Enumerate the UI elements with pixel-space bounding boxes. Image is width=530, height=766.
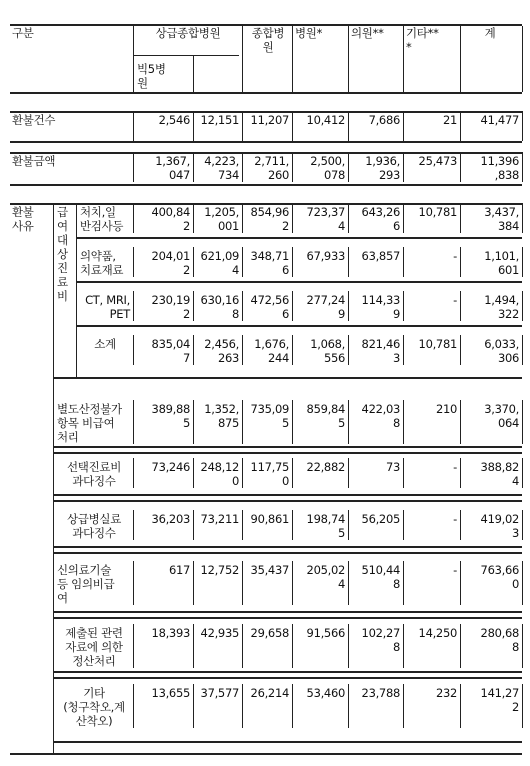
reason-row-value: 5 <box>281 416 289 430</box>
amount-value: 4,223, <box>204 154 239 168</box>
reason-row-value: 248,12 <box>200 460 239 474</box>
reason-row-value: 0 <box>281 474 289 488</box>
column-divider <box>403 684 404 728</box>
reasons-label: 사유 <box>12 219 34 233</box>
reason-row-value: 232 <box>435 686 457 700</box>
reason-row-value: 117,75 <box>250 460 289 474</box>
reason-row-value: 37,577 <box>200 686 239 700</box>
reason-row-label: 자료에 의한 <box>65 640 123 654</box>
benefit-label: 대 <box>57 233 68 247</box>
reason-row-value: 735,09 <box>250 402 289 416</box>
reason-row-label: 처리 <box>57 430 79 444</box>
benefit-sub-row-value: 1,068, <box>310 337 345 351</box>
benefit-sub-row-value: 277,24 <box>306 293 345 307</box>
amount-value: 047 <box>168 168 190 182</box>
benefit-sub-row-value: 854,96 <box>250 205 289 219</box>
header-divider <box>460 26 461 92</box>
reason-row-value: 419,02 <box>480 512 519 526</box>
count-value: 12,151 <box>200 113 239 127</box>
column-divider <box>193 458 194 488</box>
benefit-sub-row-value: 621,09 <box>200 249 239 263</box>
column-divider <box>133 247 134 277</box>
column-divider <box>242 684 243 728</box>
reason-row-border <box>53 677 522 679</box>
benefit-sub-row-value: 001 <box>217 219 239 233</box>
column-divider <box>133 111 134 141</box>
header-bottom-border <box>10 92 522 94</box>
column-divider <box>193 510 194 540</box>
column-divider <box>522 111 523 141</box>
reason-row-value: 8 <box>392 577 400 591</box>
count-value: 10,412 <box>306 113 345 127</box>
benefit-sub-row-label: 처치,일 <box>80 205 116 219</box>
column-divider <box>292 510 293 540</box>
column-divider <box>522 561 523 605</box>
benefit-sub-row-value: 306 <box>497 351 519 365</box>
reason-row-border <box>53 546 522 548</box>
header-divider <box>133 26 134 92</box>
column-divider <box>242 111 243 141</box>
column-divider <box>348 152 349 182</box>
column-divider <box>403 247 404 277</box>
reason-row-border <box>53 617 522 619</box>
amount-value: 260 <box>267 168 289 182</box>
header-tertiary: 상급종합병원 <box>155 26 221 40</box>
header-divider <box>348 26 349 92</box>
column-divider <box>193 684 194 728</box>
benefit-sub-row-label: 반검사등 <box>80 219 124 233</box>
column-divider <box>242 561 243 605</box>
column-divider <box>403 291 404 321</box>
benefit-sub-row-value: 2,456, <box>204 337 239 351</box>
benefit-sub-row-value: 10,781 <box>418 205 457 219</box>
benefit-bottom-border <box>53 377 522 379</box>
column-divider <box>522 510 523 540</box>
column-divider <box>522 203 523 233</box>
reason-row-label: 기타 <box>83 686 105 700</box>
column-divider <box>242 510 243 540</box>
column-divider <box>292 561 293 605</box>
benefit-sub-row-value: 348,71 <box>250 249 289 263</box>
benefit-sub-row-value: 204,01 <box>151 249 190 263</box>
column-divider <box>242 335 243 365</box>
column-divider <box>242 400 243 444</box>
column-divider <box>460 203 461 233</box>
reason-row-value: 141,27 <box>480 686 519 700</box>
reason-row-value: 763,66 <box>480 563 519 577</box>
count-label: 환불건수 <box>12 113 56 127</box>
column-divider <box>348 111 349 141</box>
benefit-sub-row-value: 821,46 <box>361 337 400 351</box>
column-divider <box>292 335 293 365</box>
reason-row-label: 제출된 관련 <box>65 626 123 640</box>
column-divider <box>460 291 461 321</box>
column-divider <box>460 247 461 277</box>
reason-row-value: 36,203 <box>151 512 190 526</box>
benefit-divider <box>76 205 77 377</box>
benefit-sub-row-value: 643,26 <box>361 205 400 219</box>
benefit-sub-row-value: - <box>453 293 457 307</box>
benefit-sub-row-value: 67,933 <box>306 249 345 263</box>
column-divider <box>193 291 194 321</box>
benefit-sub-row-value: 384 <box>497 219 519 233</box>
benefit-sub-row-value: 63,857 <box>361 249 400 263</box>
amount-value: 2,500, <box>310 154 345 168</box>
amount-value: 078 <box>323 168 345 182</box>
column-divider <box>193 247 194 277</box>
header-hospital: 병원* <box>295 26 323 40</box>
column-divider <box>292 152 293 182</box>
benefit-label: 비 <box>57 289 68 303</box>
column-divider <box>133 684 134 728</box>
column-divider <box>460 684 461 728</box>
benefit-sub-row-value: 1,101, <box>484 249 519 263</box>
column-divider <box>193 111 194 141</box>
benefit-sub-row-value: 1,494, <box>484 293 519 307</box>
benefit-sub-row-label: 의약품, <box>80 249 116 263</box>
reason-row-value: 2 <box>511 700 519 714</box>
column-divider <box>460 510 461 540</box>
amount-value: ,838 <box>494 168 519 182</box>
amount-value: 293 <box>378 168 400 182</box>
column-divider <box>522 291 523 321</box>
benefit-sub-row-value: 400,84 <box>151 205 190 219</box>
reason-row-border <box>53 500 522 502</box>
benefit-label: 상 <box>57 247 68 261</box>
reason-row-value: 8 <box>511 640 519 654</box>
table-bottom-border <box>10 753 522 755</box>
column-divider <box>133 510 134 540</box>
header-divider <box>193 56 194 92</box>
header-other: 기타** <box>406 26 439 40</box>
count-value: 21 <box>442 113 457 127</box>
reason-row-value: 23,788 <box>361 686 400 700</box>
reason-row-value: 210 <box>435 402 457 416</box>
column-divider <box>348 684 349 728</box>
reason-row-value: 102,27 <box>361 626 400 640</box>
reason-row-value: 422,03 <box>361 402 400 416</box>
benefit-sub-row-value: 9 <box>392 307 400 321</box>
benefit-row-border <box>76 237 522 239</box>
column-divider <box>292 247 293 277</box>
column-divider <box>460 458 461 488</box>
benefit-sub-row-value: 2 <box>182 307 190 321</box>
benefit-sub-row-value: 6 <box>392 219 400 233</box>
column-divider <box>133 561 134 605</box>
benefit-sub-row-value: 2 <box>182 219 190 233</box>
benefit-row-border <box>76 281 522 283</box>
reason-row-label: 신의료기술 <box>57 563 112 577</box>
reasons-label: 환불 <box>12 205 34 219</box>
column-divider <box>292 111 293 141</box>
benefit-sub-row-value: 7 <box>182 351 190 365</box>
reason-row-value: 73,211 <box>200 512 239 526</box>
reason-row-value: 510,44 <box>361 563 400 577</box>
benefit-label: 여 <box>57 219 68 233</box>
column-divider <box>292 458 293 488</box>
benefit-sub-row-value: - <box>453 249 457 263</box>
reason-row-value: 859,84 <box>306 402 345 416</box>
reason-row-value: 12,752 <box>200 563 239 577</box>
column-divider <box>242 152 243 182</box>
reason-row-value: - <box>453 512 457 526</box>
benefit-sub-row-value: 9 <box>337 307 345 321</box>
benefit-sub-row-value: 8 <box>231 307 239 321</box>
header-big5: 원 <box>137 76 148 90</box>
column-divider <box>242 203 243 233</box>
reason-row-value: 73,246 <box>151 460 190 474</box>
benefit-sub-row-value: 114,33 <box>361 293 400 307</box>
reason-row-border <box>53 494 522 496</box>
header-divider <box>403 26 404 92</box>
reason-row-value: 280,68 <box>480 626 519 640</box>
column-divider <box>460 111 461 141</box>
count-value: 11,207 <box>250 113 289 127</box>
column-divider <box>133 400 134 444</box>
reason-row-value: 064 <box>497 416 519 430</box>
benefit-sub-row-value: 630,16 <box>200 293 239 307</box>
benefit-sub-row-value: 3,437, <box>484 205 519 219</box>
column-divider <box>193 561 194 605</box>
column-divider <box>460 561 461 605</box>
column-divider <box>348 458 349 488</box>
benefit-sub-row-value: 6,033, <box>484 337 519 351</box>
benefit-label: 료 <box>57 275 68 289</box>
column-divider <box>292 203 293 233</box>
column-divider <box>292 291 293 321</box>
reason-row-value: 42,935 <box>200 626 239 640</box>
column-divider <box>522 684 523 728</box>
header-divider <box>292 26 293 92</box>
amount-value: 2,711, <box>254 154 289 168</box>
reason-row-value: 26,214 <box>250 686 289 700</box>
benefit-sub-row-value: 263 <box>217 351 239 365</box>
reason-row-value: - <box>453 460 457 474</box>
count-value: 2,546 <box>158 113 190 127</box>
reason-row-value: 56,205 <box>361 512 400 526</box>
column-divider <box>242 458 243 488</box>
reason-row-value: 35,437 <box>250 563 289 577</box>
reason-row-label: 과다징수 <box>72 474 116 488</box>
column-divider <box>522 624 523 668</box>
amount-label: 환불금액 <box>12 154 56 168</box>
reason-row-value: 3 <box>511 526 519 540</box>
reason-row-value: 18,393 <box>151 626 190 640</box>
column-divider <box>460 335 461 365</box>
column-divider <box>522 400 523 444</box>
header-big5: 빅5병 <box>137 62 166 76</box>
reason-row-value: 198,74 <box>306 512 345 526</box>
column-divider <box>460 624 461 668</box>
column-divider <box>403 624 404 668</box>
benefit-sub-row-value: 2 <box>281 219 289 233</box>
column-divider <box>348 335 349 365</box>
reason-row-value: 0 <box>231 474 239 488</box>
reason-row-value: 0 <box>511 577 519 591</box>
reason-row-label: 상급병실료 <box>66 512 122 526</box>
reason-row-border <box>53 446 522 448</box>
amount-bottom-border <box>10 184 522 186</box>
header-total: 계 <box>484 26 496 40</box>
benefit-sub-row-value: 6 <box>281 263 289 277</box>
count-bottom-border <box>10 141 522 143</box>
benefit-sub-row-value: 2 <box>182 263 190 277</box>
column-divider <box>292 624 293 668</box>
column-divider <box>403 111 404 141</box>
column-divider <box>348 203 349 233</box>
column-divider <box>403 400 404 444</box>
benefit-sub-row-value: 4 <box>337 219 345 233</box>
reason-row-label: 여 <box>57 591 68 605</box>
column-divider <box>403 458 404 488</box>
benefit-label: 급 <box>57 205 68 219</box>
reason-row-value: 22,882 <box>306 460 345 474</box>
column-divider <box>348 561 349 605</box>
column-divider <box>348 510 349 540</box>
reason-row-label: 별도산정불가 <box>57 402 122 416</box>
amount-value: 25,473 <box>418 154 457 168</box>
benefit-sub-row-value: 10,781 <box>418 337 457 351</box>
reason-row-border <box>53 452 522 454</box>
column-divider <box>403 335 404 365</box>
count-value: 41,477 <box>480 113 519 127</box>
header-divider <box>242 26 243 92</box>
reason-row-value: 73 <box>385 460 400 474</box>
column-divider <box>133 152 134 182</box>
amount-value: 11,396 <box>480 154 519 168</box>
column-divider <box>133 203 134 233</box>
benefit-sub-row-value: 322 <box>497 307 519 321</box>
benefit-sub-row-value: 4 <box>231 263 239 277</box>
benefit-sub-row-value: 1,205, <box>204 205 239 219</box>
benefit-sub-row-value: 230,19 <box>151 293 190 307</box>
benefit-sub-row-value: 472,56 <box>250 293 289 307</box>
reason-row-value: 4 <box>511 474 519 488</box>
amount-value: 1,936, <box>365 154 400 168</box>
column-divider <box>242 291 243 321</box>
reason-row-value: 8 <box>392 640 400 654</box>
benefit-sub-row-value: 3 <box>392 351 400 365</box>
benefit-sub-row-label: 소계 <box>94 337 116 351</box>
column-divider <box>242 624 243 668</box>
column-divider <box>133 624 134 668</box>
reason-row-value: 90,861 <box>250 512 289 526</box>
column-divider <box>292 400 293 444</box>
reason-row-value: 3,370, <box>484 402 519 416</box>
column-divider <box>193 152 194 182</box>
reason-row-value: 5 <box>182 416 190 430</box>
benefit-sub-row-value: 723,37 <box>306 205 345 219</box>
column-divider <box>292 684 293 728</box>
column-divider <box>193 400 194 444</box>
reason-row-border <box>53 741 522 743</box>
benefit-sub-row-label: PET <box>109 307 130 321</box>
benefit-sub-row-value: 601 <box>497 263 519 277</box>
benefit-sub-row-value: 835,04 <box>151 337 190 351</box>
reason-row-value: 5 <box>337 526 345 540</box>
reason-row-label: (청구착오,계 <box>63 700 125 714</box>
reason-row-value: 389,88 <box>151 402 190 416</box>
column-divider <box>460 152 461 182</box>
benefit-sub-row-value: 556 <box>323 351 345 365</box>
reason-row-label: 정산처리 <box>72 654 116 668</box>
column-divider <box>522 152 523 182</box>
header-sub-border <box>134 55 239 56</box>
benefit-row-border <box>76 325 522 327</box>
header-divider <box>522 26 523 92</box>
header-other: * <box>406 40 412 54</box>
column-divider <box>193 335 194 365</box>
column-divider <box>348 247 349 277</box>
reason-row-value: 8 <box>392 416 400 430</box>
column-divider <box>403 510 404 540</box>
reason-row-value: 53,460 <box>306 686 345 700</box>
header-category: 구분 <box>12 26 34 40</box>
reason-row-border <box>53 552 522 554</box>
benefit-label: 진 <box>57 261 68 275</box>
reason-row-value: 5 <box>337 416 345 430</box>
count-value: 7,686 <box>368 113 400 127</box>
column-divider <box>348 624 349 668</box>
column-divider <box>403 561 404 605</box>
benefit-sub-row-label: 치료재료 <box>80 263 124 277</box>
header-general: 원 <box>262 40 274 54</box>
column-divider <box>348 291 349 321</box>
reason-row-border <box>53 671 522 673</box>
column-divider <box>133 335 134 365</box>
reason-row-value: 388,82 <box>480 460 519 474</box>
benefit-sub-row-value: 244 <box>267 351 289 365</box>
benefit-sub-row-value: 1,676, <box>254 337 289 351</box>
reason-row-value: - <box>453 563 457 577</box>
column-divider <box>403 203 404 233</box>
benefit-sub-row-value: 6 <box>281 307 289 321</box>
reason-row-value: 4 <box>337 577 345 591</box>
reason-row-label: 과다징수 <box>72 526 116 540</box>
reason-row-value: 875 <box>217 416 239 430</box>
header-general: 종합병 <box>251 26 285 40</box>
benefit-sub-row-label: CT, MRI, <box>85 293 130 307</box>
column-divider <box>348 400 349 444</box>
column-divider <box>522 247 523 277</box>
column-divider <box>403 152 404 182</box>
reason-row-value: 13,655 <box>151 686 190 700</box>
column-divider <box>133 458 134 488</box>
column-divider <box>193 203 194 233</box>
reason-row-value: 1,352, <box>204 402 239 416</box>
reason-row-border <box>53 611 522 613</box>
amount-value: 734 <box>217 168 239 182</box>
column-divider <box>193 624 194 668</box>
column-divider <box>522 335 523 365</box>
amount-value: 1,367, <box>155 154 190 168</box>
reason-row-value: 29,658 <box>250 626 289 640</box>
column-divider <box>242 247 243 277</box>
column-divider <box>133 291 134 321</box>
reason-row-value: 91,566 <box>306 626 345 640</box>
reason-row-label: 항목 비급여 <box>57 416 115 430</box>
column-divider <box>522 458 523 488</box>
reason-row-value: 14,250 <box>418 626 457 640</box>
reason-row-label: 등 임의비급 <box>57 577 115 591</box>
column-divider <box>460 400 461 444</box>
header-clinic: 의원** <box>351 26 384 40</box>
reason-row-label: 산착오) <box>75 714 113 728</box>
reason-row-value: 205,02 <box>306 563 345 577</box>
reason-row-label: 선택진료비 <box>66 460 122 474</box>
reason-row-value: 617 <box>168 563 190 577</box>
